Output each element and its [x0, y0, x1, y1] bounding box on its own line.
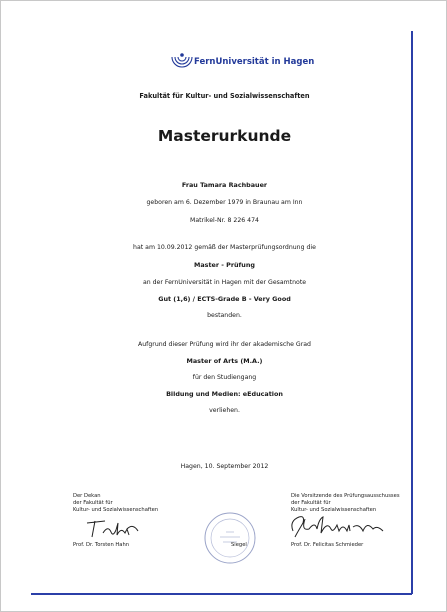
place-date: Hagen, 10. September 2012	[180, 463, 269, 470]
dean-signature-icon	[83, 517, 145, 541]
matrikel-number: Matrikel-Nr. 8 226 474	[190, 217, 259, 224]
passed-text: bestanden.	[207, 312, 242, 319]
exam-intro: hat am 10.09.2012 gemäß der Masterprüfungsordnung die	[133, 244, 316, 251]
document-title: Masterurkunde	[157, 127, 292, 145]
recipient-name: Frau Tamara Rachbauer	[181, 181, 268, 189]
overall-grade: Gut (1,6) / ECTS-Grade B - Very Good	[158, 295, 291, 303]
seal-label: Siegel	[231, 542, 247, 548]
exam-location: an der FernUniversität in Hagen mit der Gesamtnote	[142, 279, 307, 286]
faculty-name: Fakultät für Kultur- und Sozialwissenschaften	[139, 92, 310, 100]
chair-role-line-2: der Fakultät für	[291, 500, 331, 506]
chair-role-line-3: Kultur- und Sozialwissenschaften	[291, 507, 377, 513]
program-name: Bildung und Medien: eEducation	[166, 390, 283, 398]
chair-role-line-1: Die Vorsitzende des Prüfungsausschusses	[291, 493, 400, 499]
dean-role-line-3: Kultur- und Sozialwissenschaften	[73, 507, 159, 513]
birth-info: geboren am 6. Dezember 1979 in Braunau am Inn	[146, 199, 303, 206]
official-seal-icon	[203, 511, 257, 565]
program-intro: für den Studiengang	[192, 374, 257, 381]
chair-name: Prof. Dr. Felicitas Schmieder	[291, 542, 364, 548]
dean-role	[73, 493, 158, 514]
exam-name: Master - Prüfung	[194, 261, 255, 269]
dean-role-line-2: der Fakultät für	[73, 500, 113, 506]
dean-role-line-1: Der Dekan	[73, 493, 101, 499]
university-name: FernUniversität in Hagen	[194, 57, 315, 67]
border-line-bottom	[31, 593, 412, 595]
dean-name: Prof. Dr. Torsten Hahn	[73, 542, 130, 548]
conferred-text: verliehen.	[209, 407, 240, 414]
degree-intro: Aufgrund dieser Prüfung wird ihr der akademische Grad	[138, 341, 311, 348]
degree-name: Master of Arts (M.A.)	[186, 357, 263, 365]
chair-signature-icon	[287, 511, 399, 541]
